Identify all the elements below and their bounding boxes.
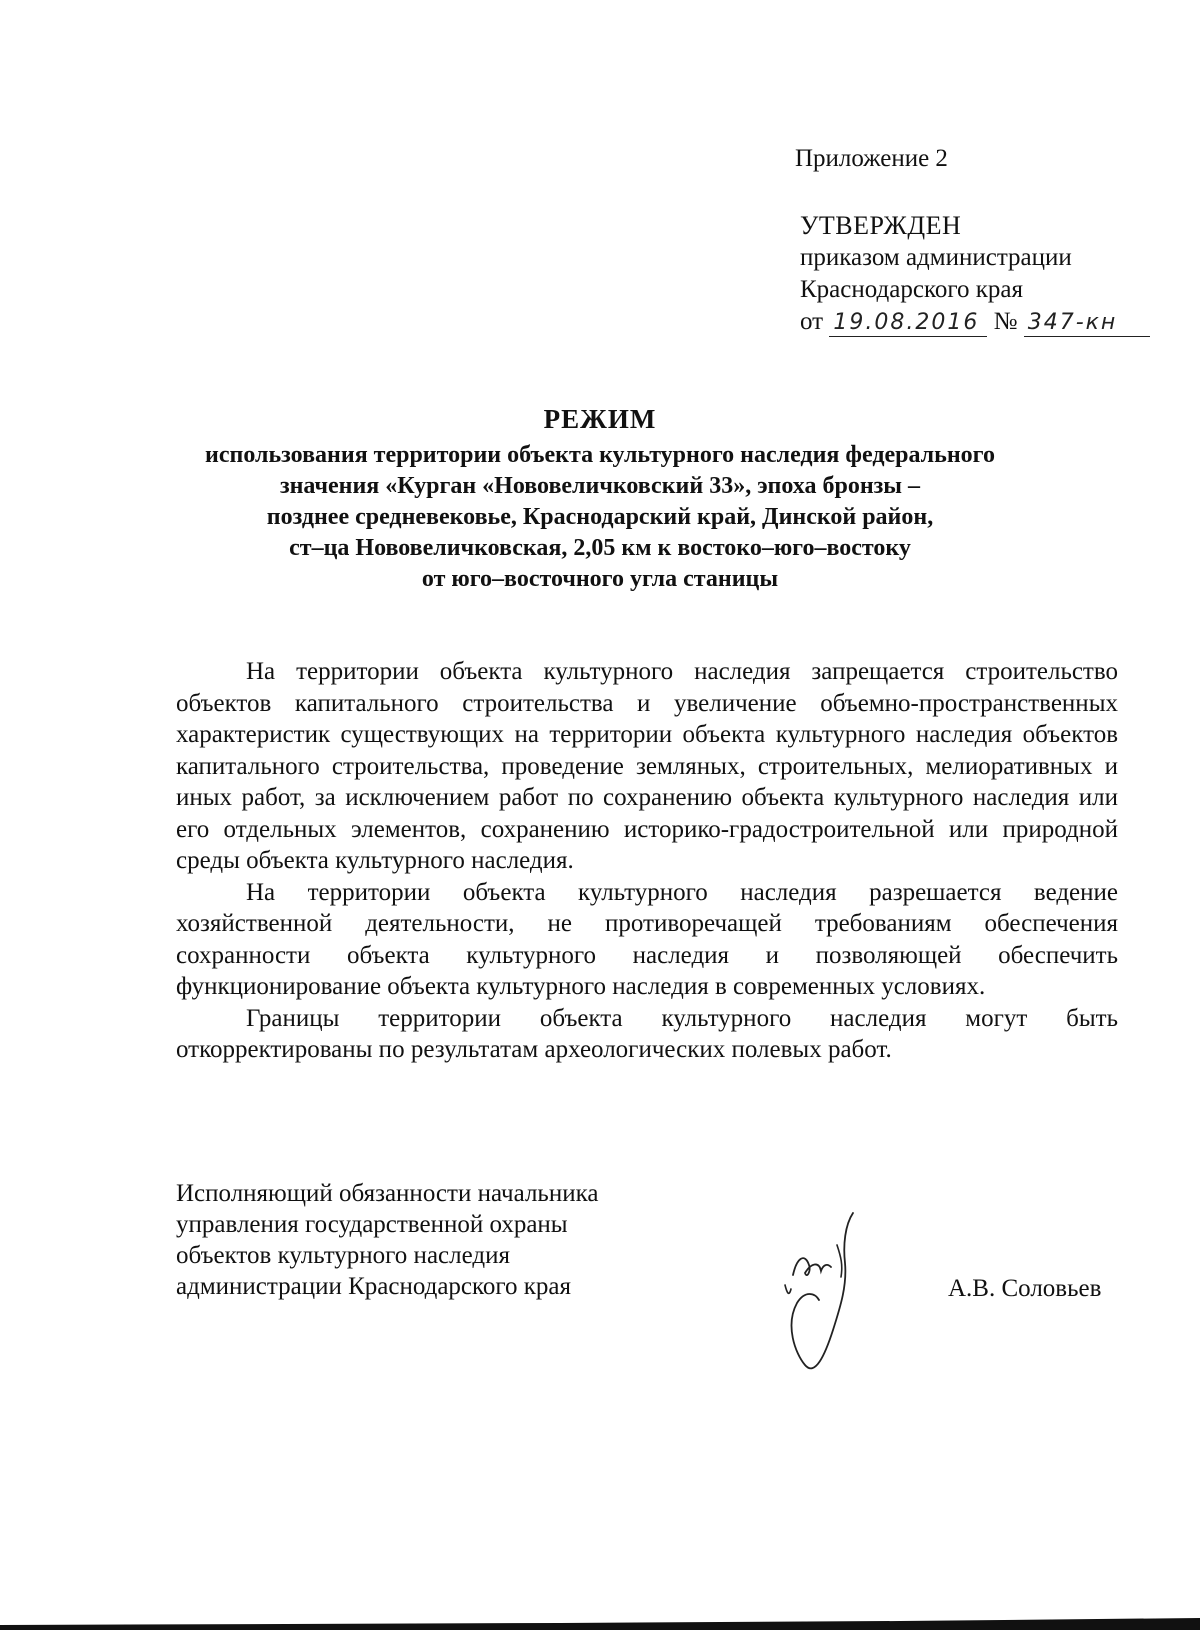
body-paragraph-2: На территории объекта культурного наследия разрешается ведение хозяйственной деятельности, не противоречащей требованиям обеспечения сохранности объекта культурного наследия и позволяющей обеспечить функционирование объекта культурного наследия в современных условиях. xyxy=(176,878,1118,1000)
approval-order-line-1: приказом администрации xyxy=(800,244,1072,271)
signatory-position-line-1: Исполняющий обязанности начальника xyxy=(176,1180,599,1207)
approval-block xyxy=(800,210,1150,338)
title-line-3: позднее средневековье, Краснодарский край, Динской район, xyxy=(266,504,934,530)
title-line-5: от юго–восточного угла станицы xyxy=(421,566,779,592)
approved-stamp-text: УТВЕРЖДЕН xyxy=(800,211,962,240)
scan-edge-shadow xyxy=(0,1616,1200,1630)
title-line-4: ст–ца Нововеличковская, 2,05 км к востоко–юго–востоку xyxy=(289,535,911,561)
signatory-name: А.В. Соловьев xyxy=(948,1275,1102,1302)
title-line-1: использования территории объекта культурного наследия федерального xyxy=(205,442,995,468)
signatory-position-line-2: управления государственной охраны xyxy=(176,1211,568,1238)
signatory-position-line-4: администрации Краснодарского края xyxy=(176,1273,572,1300)
handwritten-date: 19.08.2016 xyxy=(829,310,987,337)
appendix-label: Приложение 2 xyxy=(795,145,948,172)
title-line-2: значения «Курган «Нововеличковский 33», эпоха бронзы – xyxy=(279,473,921,499)
document-body xyxy=(176,656,1118,1066)
body-paragraph-3: Границы территории объекта культурного наследия могут быть откорректированы по результатам археологических полевых работ. xyxy=(176,1004,1118,1063)
handwritten-order-number: 347-кн xyxy=(1024,310,1150,337)
document-title-block xyxy=(100,402,1100,595)
date-prefix: от xyxy=(800,308,824,335)
signatory-position xyxy=(176,1178,598,1302)
handwritten-signature xyxy=(775,1205,875,1380)
number-prefix: № xyxy=(993,308,1018,335)
document-title: РЕЖИМ xyxy=(543,404,657,434)
signatory-position-line-3: объектов культурного наследия xyxy=(176,1242,510,1269)
approval-date-number-line xyxy=(800,306,1150,338)
approval-order-line-2: Краснодарского края xyxy=(800,276,1023,303)
body-paragraph-1: На территории объекта культурного наследия запрещается строительство объектов капитального строительства и увеличение объемно-пространственных характеристик существующих на территории объекта культурного наследия объектов капитального строительства, проведение земляных, строительных, мелиоративных и иных работ, за исключением работ по сохранению объекта культурного наследия или его отдельных элементов, сохранению историко-градостроительной или природной среды объекта культурного наследия. xyxy=(176,658,1118,874)
